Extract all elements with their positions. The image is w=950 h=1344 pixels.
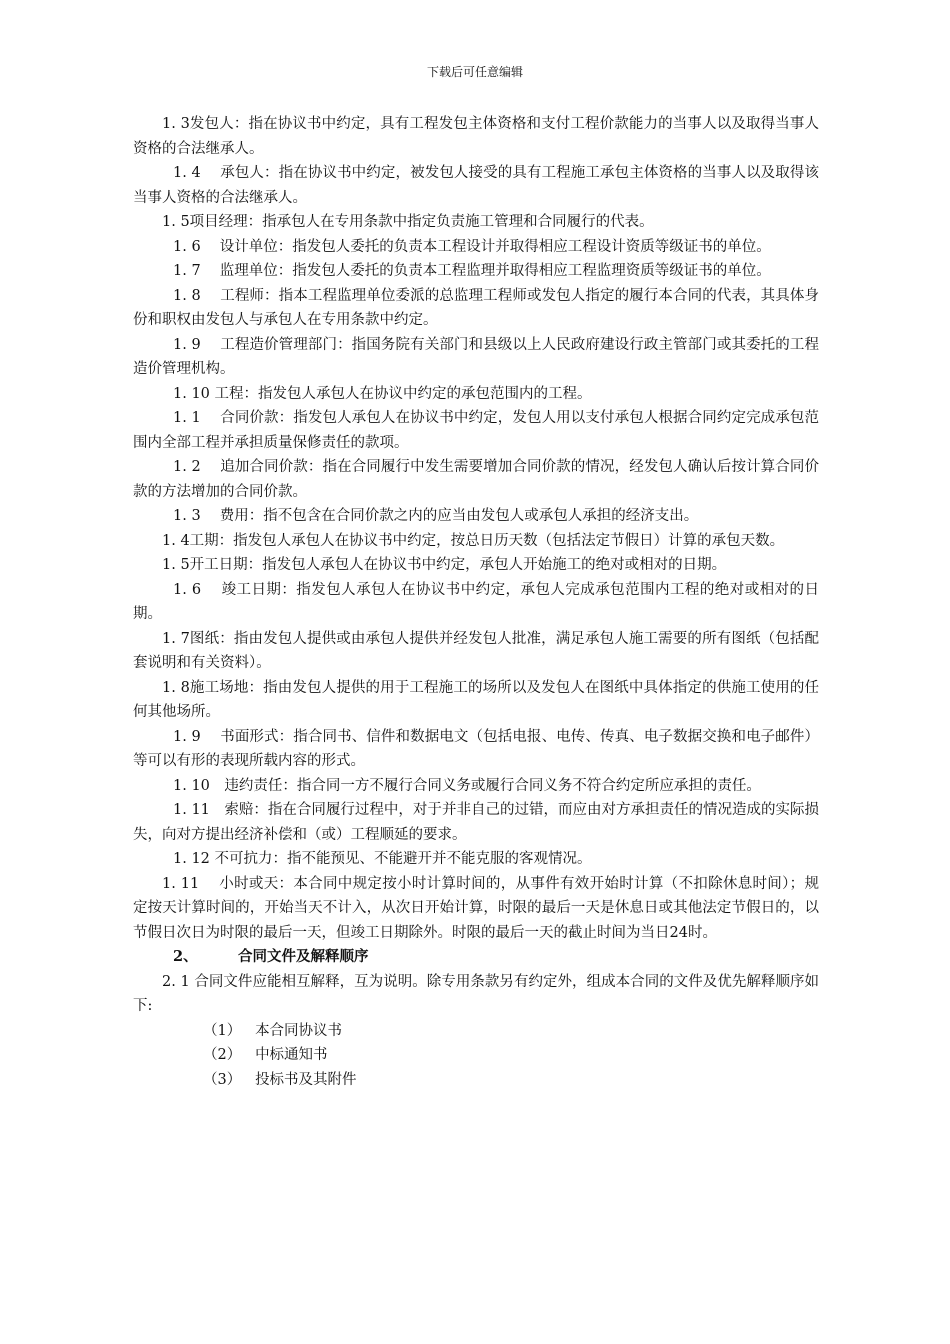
- clause-drawings: 1. 7图纸：指由发包人提供或由承包人提供并经发包人批准，满足承包人施工需要的所有图纸（包括配套说明和有关资料）。: [133, 630, 819, 671]
- clause-1-4: 1. 4 承包人：指在协议书中约定，被发包人接受的具有工程施工承包主体资格的当事人以及取得该当事人资格的合法继承人。: [133, 165, 819, 206]
- list-item-number: （3）: [203, 1071, 242, 1088]
- clause-1-5: 1. 5项目经理：指承包人在专用条款中指定负责施工管理和合同履行的代表。: [162, 214, 654, 230]
- clause-completion-date: 1. 6 竣工日期：指发包人承包人在协议书中约定，承包人完成承包范围内工程的绝对或相对的日期。: [133, 581, 819, 622]
- clause-claims: 1. 11 索赔：指在合同履行过程中，对于并非自己的过错，而应由对方承担责任的情况造成的实际损失，向对方提出经济补偿和（或）工程顺延的要求。: [133, 802, 819, 843]
- clause-costs: 1. 3 费用：指不包含在合同价款之内的应当由发包人或承包人承担的经济支出。: [173, 508, 699, 524]
- clause-1-3: 1. 3发包人：指在协议书中约定，具有工程发包主体资格和支付工程价款能力的当事人以及取得当事人资格的合法继承人。: [133, 116, 819, 157]
- clause-1-10: 1. 10 工程：指发包人承包人在协议中约定的承包范围内的工程。: [173, 385, 592, 402]
- clause-1-8: 1. 8 工程师：指本工程监理单位委派的总监理工程师或发包人指定的履行本合同的代表，其具体身份和职权由发包人与承包人在专用条款中约定。: [133, 287, 819, 328]
- section-title: 合同文件及解释顺序: [237, 948, 369, 965]
- list-item-text: 中标通知书: [255, 1047, 328, 1063]
- clause-1-6: 1. 6 设计单位：指发包人委托的负责本工程设计并取得相应工程设计资质等级证书的单位。: [173, 238, 771, 255]
- clause-contract-price: 1. 1 合同价款：指发包人承包人在协议书中约定，发包人用以支付承包人根据合同约定完成承包范围内全部工程并承担质量保修责任的款项。: [133, 410, 819, 451]
- list-item: [133, 1043, 819, 1068]
- clause-start-date: 1. 5开工日期：指发包人承包人在协议书中约定，承包人开始施工的绝对或相对的日期。: [162, 557, 727, 573]
- clause-duration: 1. 4工期：指发包人承包人在协议书中约定，按总日历天数（包括法定节假日）计算的承包天数。: [162, 532, 785, 549]
- list-item-text: 本合同协议书: [255, 1022, 343, 1039]
- clause-1-9: 1. 9 工程造价管理部门：指国务院有关部门和县级以上人民政府建设行政主管部门或其委托的工程造价管理机构。: [133, 336, 819, 377]
- clause-written-form: 1. 9 书面形式：指合同书、信件和数据电文（包括电报、电传、传真、电子数据交换和电子邮件）等可以有形的表现所载内容的形式。: [133, 728, 819, 769]
- clause-force-majeure: 1. 12 不可抗力：指不能预见、不能避开并不能克服的客观情况。: [173, 851, 592, 867]
- clause-additional-price: 1. 2 追加合同价款：指在合同履行中发生需要增加合同价款的情况，经发包人确认后按计算合同价款的方法增加的合同价款。: [133, 459, 819, 500]
- section-heading: [133, 945, 819, 970]
- section-number: 2、: [173, 948, 198, 965]
- list-item-text: 投标书及其附件: [255, 1071, 357, 1088]
- clause-hours-days: 1. 11 小时或天：本合同中规定按小时计算时间的，从事件有效开始时计算（不扣除休息时间）；规定按天计算时间的，开始当天不计入，从次日开始计算，时限的最后一天是休息日或其他法定节假日的，以节假日次日为时限的最后一天，但竣工日期除外。时限的最后一天的截止时间为当日24时。: [133, 875, 819, 941]
- list-item-number: （2）: [203, 1047, 242, 1063]
- clause-1-7: 1. 7 监理单位：指发包人委托的负责本工程监理并取得相应工程监理资质等级证书的单位。: [173, 263, 771, 279]
- page-header: 下载后可任意编辑: [426, 65, 523, 79]
- clause-2-1: 2. 1 合同文件应能相互解释，互为说明。除专用条款另有约定外，组成本合同的文件及优先解释顺序如下:: [133, 973, 819, 1014]
- document-body: [133, 112, 819, 1092]
- clause-liability: 1. 10 违约责任：指合同一方不履行合同义务或履行合同义务不符合约定所应承担的责任。: [173, 777, 761, 794]
- clause-site: 1. 8施工场地：指由发包人提供的用于工程施工的场所以及发包人在图纸中具体指定的供施工使用的任何其他场所。: [133, 679, 819, 720]
- list-item-number: （1）: [203, 1022, 242, 1039]
- list-item: [133, 1068, 819, 1093]
- list-item: [133, 1019, 819, 1044]
